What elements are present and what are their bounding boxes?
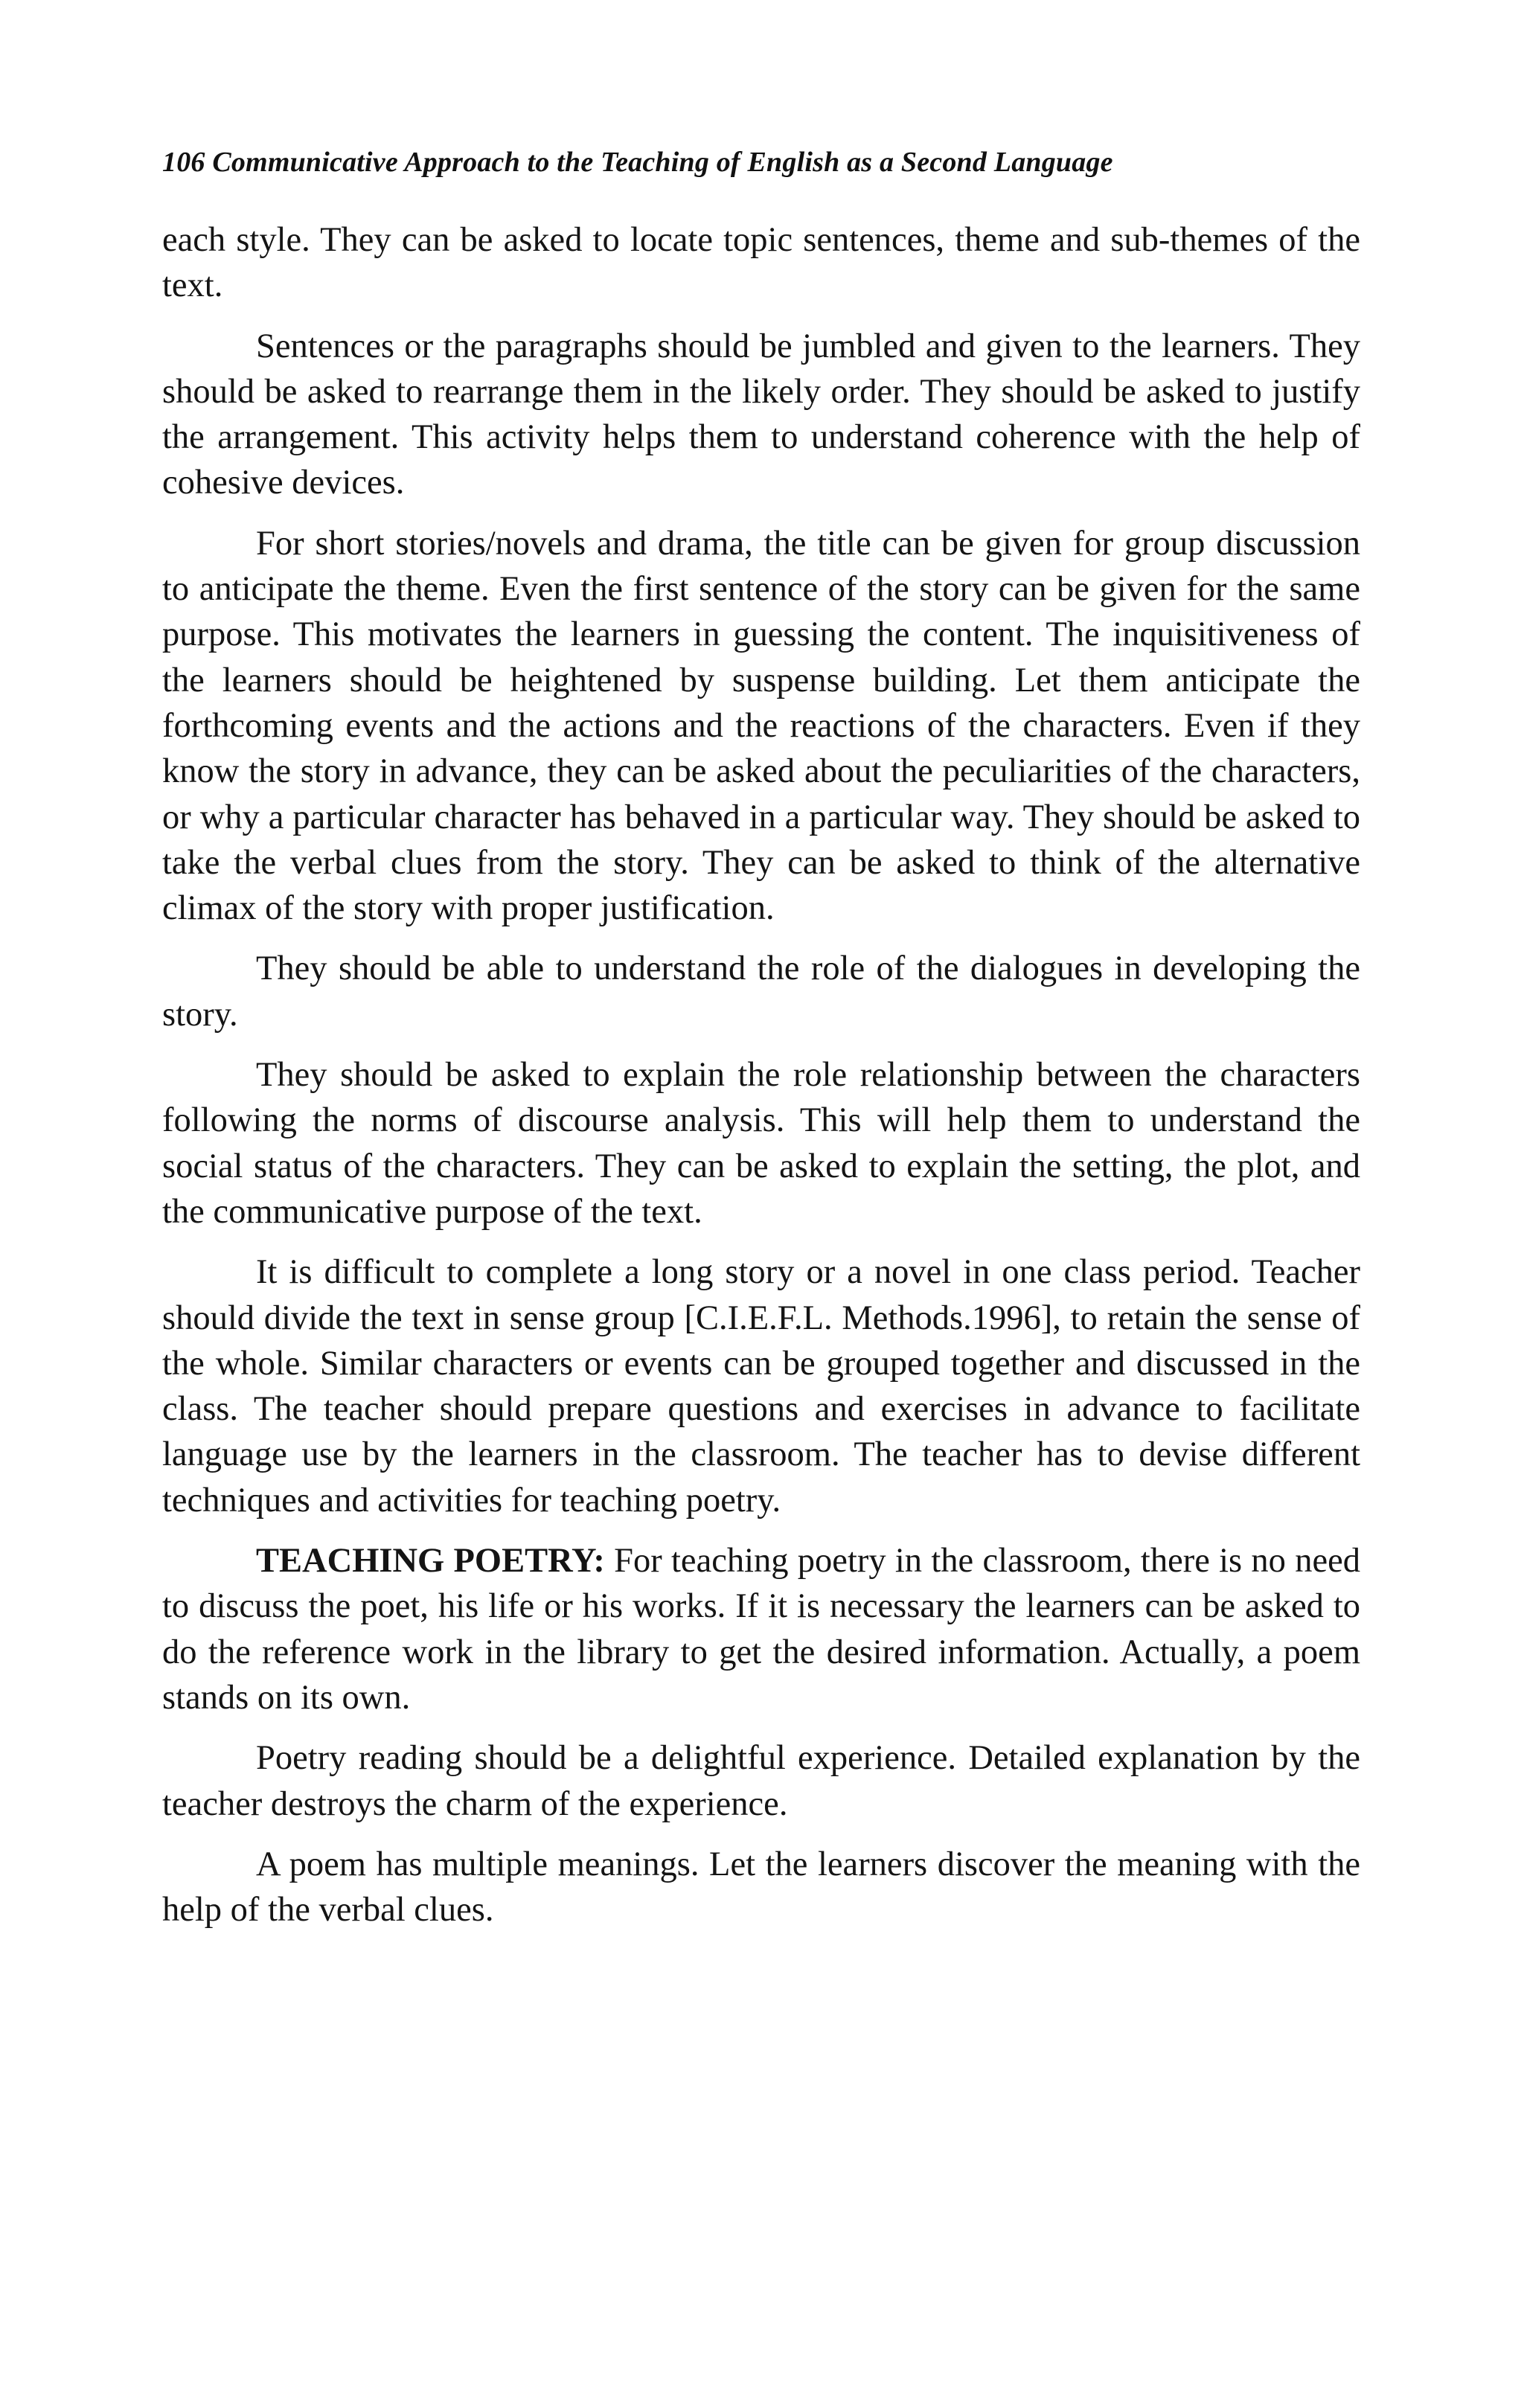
paragraph: They should be asked to explain the role relationship between the characters following the norms of discourse analysis. This will help them to understand the social status of the characters. They can be asked to explain the setting, the plot, and the communicative purpose of the text. <box>162 1056 1360 1231</box>
body-text <box>162 217 1360 1947</box>
paragraph-continuation: each style. They can be asked to locate topic sentences, theme and sub-themes of the text. <box>162 221 1360 305</box>
running-title: Communicative Approach to the Teaching of English as a Second Language <box>212 147 1113 178</box>
paragraph: They should be able to understand the role of the dialogues in developing the story. <box>162 950 1360 1034</box>
paragraph-text: For teaching poetry in the classroom, there is no need to discuss the poet, his life or his works. If it is necessary the learners can be asked to do the reference work in the library to get the desired information. Actually, a poem stands on its own. <box>162 1542 1360 1717</box>
paragraph: A poem has multiple meanings. Let the learners discover the meaning with the help of the verbal clues. <box>162 1845 1360 1930</box>
section-heading-teaching-poetry: TEACHING POETRY: <box>256 1542 605 1581</box>
paragraph: It is difficult to complete a long story or a novel in one class period. Teacher should divide the text in sense group [C.I.E.F.L. Methods.1996], to retain the sense of the whole. Similar characters or events can be grouped together and discussed in the class. The teacher should prepare questions and exercises in advance to facilitate language use by the learners in the classroom. The teacher has to devise different techniques and activities for teaching poetry. <box>162 1253 1360 1520</box>
paragraph: Poetry reading should be a delightful experience. Detailed explanation by the teacher destroys the charm of the experience. <box>162 1739 1360 1823</box>
paragraph: For short stories/novels and drama, the title can be given for group discussion to anticipate the theme. Even the first sentence of the story can be given for the same purpose. This motivates the learners in guessing the content. The inquisitiveness of the learners should be heightened by suspense building. Let them anticipate the forthcoming events and the actions and the reactions of the characters. Even if they know the story in advance, they can be asked about the peculiarities of the characters, or why a particular character has behaved in a particular way. They should be asked to take the verbal clues from the story. They can be asked to think of the alternative climax of the story with proper justification. <box>162 524 1360 928</box>
running-header <box>162 146 1113 179</box>
page-number: 106 <box>162 147 205 178</box>
paragraph: Sentences or the paragraphs should be jumbled and given to the learners. They should be asked to rearrange them in the likely order. They should be asked to justify the arrangement. This activity helps them to understand coherence with the help of cohesive devices. <box>162 327 1360 502</box>
paragraph-teaching-poetry <box>162 1538 1360 1720</box>
